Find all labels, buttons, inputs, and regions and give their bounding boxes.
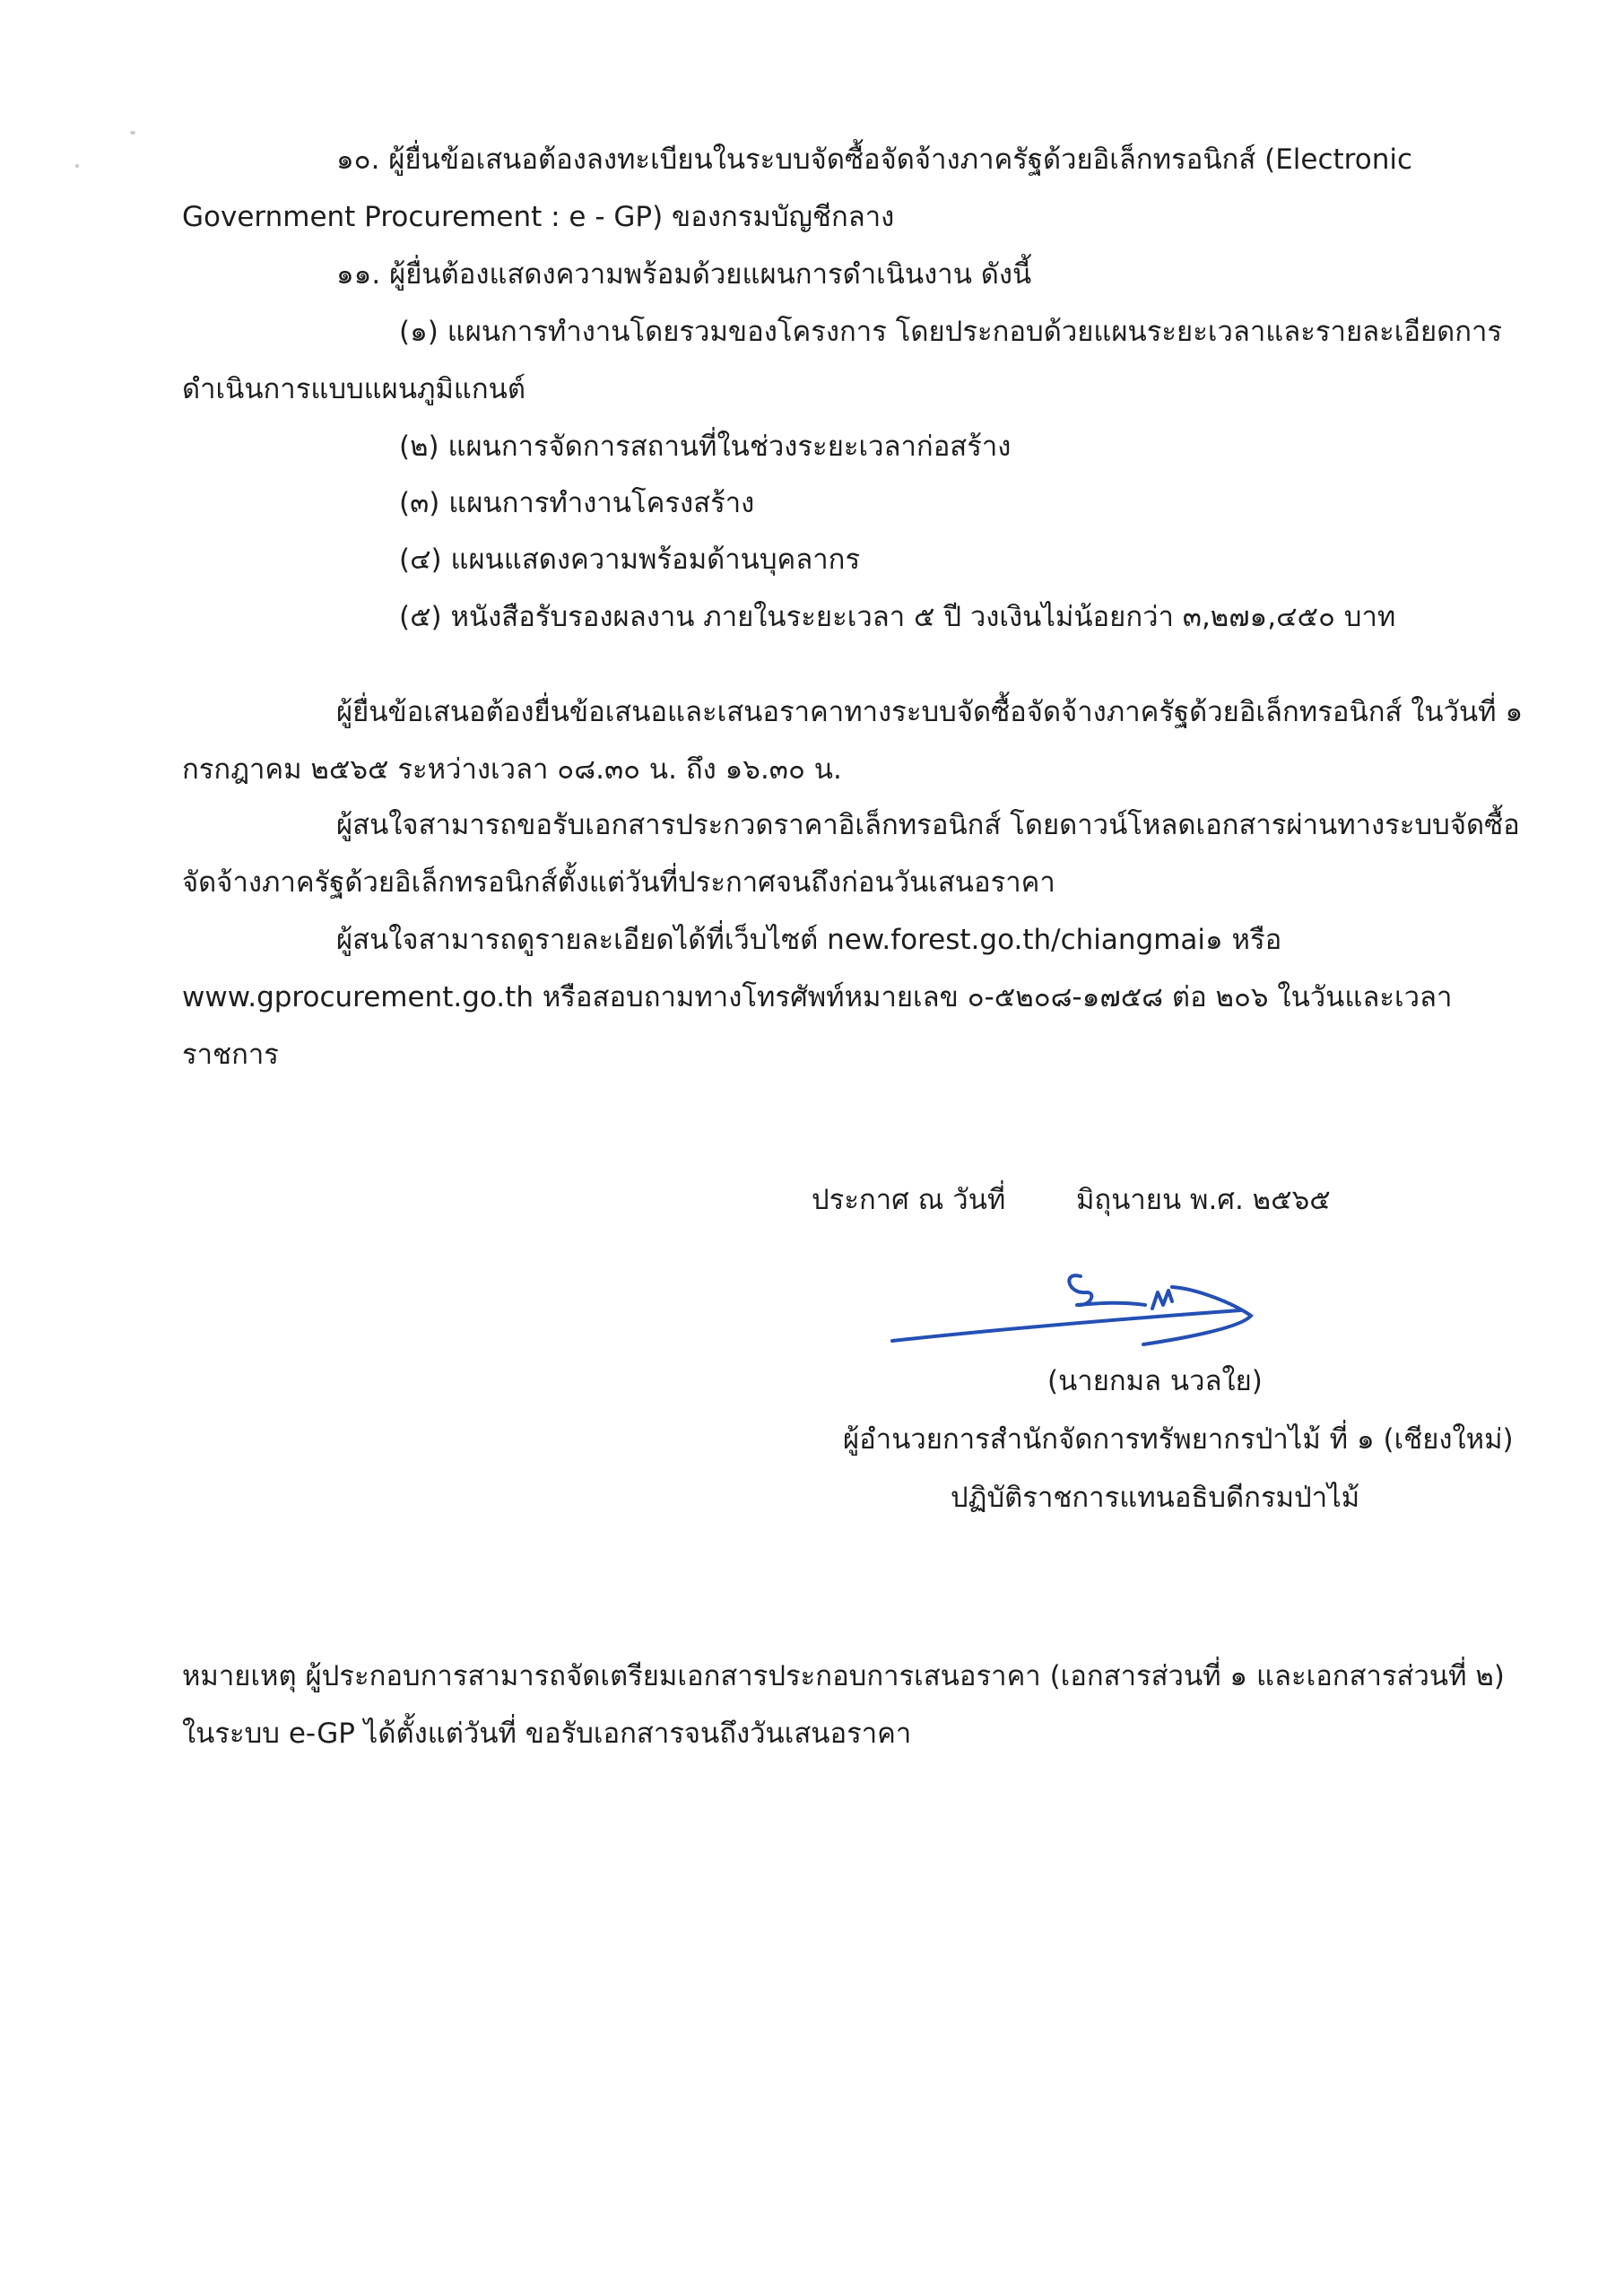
scan-speck	[75, 164, 79, 168]
download-line-1: ผู้สนใจสามารถขอรับเอกสารประกวดราคาอิเล็กทรอนิกส์ โดยดาวน์โหลดเอกสารผ่านทางระบบจัดซื้อ	[336, 809, 1520, 841]
note-line-1: หมายเหตุ ผู้ประกอบการสามารถจัดเตรียมเอกสารประกอบการเสนอราคา (เอกสารส่วนที่ ๑ และเอกสารส่วนที่ ๒)	[182, 1660, 1505, 1692]
signatory-position: ผู้อำนวยการสำนักจัดการทรัพยากรป่าไม้ ที่ ๑ (เชียงใหม่)	[843, 1423, 1514, 1456]
clause-11-item-5: (๕) หนังสือรับรองผลงาน ภายในระยะเวลา ๕ ปี วงเงินไม่น้อยกว่า ๓,๒๗๑,๔๕๐ บาท	[399, 601, 1396, 633]
scan-speck	[130, 131, 135, 135]
clause-11-item-1-line-1: (๑) แผนการทำงานโดยรวมของโครงการ โดยประกอบด้วยแผนระยะเวลาและรายละเอียดการ	[399, 316, 1503, 348]
clause-11-intro: ๑๑. ผู้ยื่นต้องแสดงความพร้อมด้วยแผนการดำเนินงาน ดังนี้	[336, 258, 1032, 291]
contact-line-1: ผู้สนใจสามารถดูรายละเอียดได้ที่เว็บไซต์ new.forest.go.th/chiangmai๑ หรือ	[336, 924, 1282, 956]
clause-11-item-2: (๒) แผนการจัดการสถานที่ในช่วงระยะเวลาก่อสร้าง	[399, 430, 1012, 463]
signatory-name: (นายกมล นวลใย)	[1047, 1365, 1263, 1397]
signatory-acting-for: ปฏิบัติราชการแทนอธิบดีกรมป่าไม้	[951, 1482, 1360, 1514]
clause-10-line-1: ๑๐. ผู้ยื่นข้อเสนอต้องลงทะเบียนในระบบจัดซื้อจัดจ้างภาครัฐด้วยอิเล็กทรอนิกส์ (Electronic	[336, 144, 1412, 176]
clause-10-line-2: Government Procurement : e - GP) ของกรมบัญชีกลาง	[182, 201, 895, 233]
note-line-2: ในระบบ e-GP ได้ตั้งแต่วันที่ ขอรับเอกสารจนถึงวันเสนอราคา	[182, 1718, 912, 1750]
clause-11-item-3: (๓) แผนการทำงานโครงสร้าง	[399, 487, 755, 519]
submission-line-2: กรกฎาคม ๒๕๖๕ ระหว่างเวลา ๐๘.๓๐ น. ถึง ๑๖.๓๐ น.	[182, 753, 842, 786]
announcement-date: มิถุนายน พ.ศ. ๒๕๖๕	[1076, 1184, 1331, 1216]
download-line-2: จัดจ้างภาครัฐด้วยอิเล็กทรอนิกส์ตั้งแต่วันที่ประกาศจนถึงก่อนวันเสนอราคา	[182, 866, 1055, 899]
contact-line-2: www.gprocurement.go.th หรือสอบถามทางโทรศัพท์หมายเลข ๐-๕๒๐๘-๑๗๕๘ ต่อ ๒๐๖ ในวันและเวลา	[182, 981, 1453, 1013]
clause-11-item-4: (๔) แผนแสดงความพร้อมด้านบุคลากร	[399, 544, 861, 576]
submission-line-1: ผู้ยื่นข้อเสนอต้องยื่นข้อเสนอและเสนอราคาทางระบบจัดซื้อจัดจ้างภาครัฐด้วยอิเล็กทรอนิกส์ ในวันที่ ๑	[336, 696, 1524, 728]
contact-line-3: ราชการ	[182, 1039, 279, 1071]
announcement-label: ประกาศ ณ วันที่	[812, 1184, 1006, 1216]
clause-11-item-1-line-2: ดำเนินการแบบแผนภูมิแกนต์	[182, 373, 525, 405]
signature-image	[883, 1251, 1278, 1372]
